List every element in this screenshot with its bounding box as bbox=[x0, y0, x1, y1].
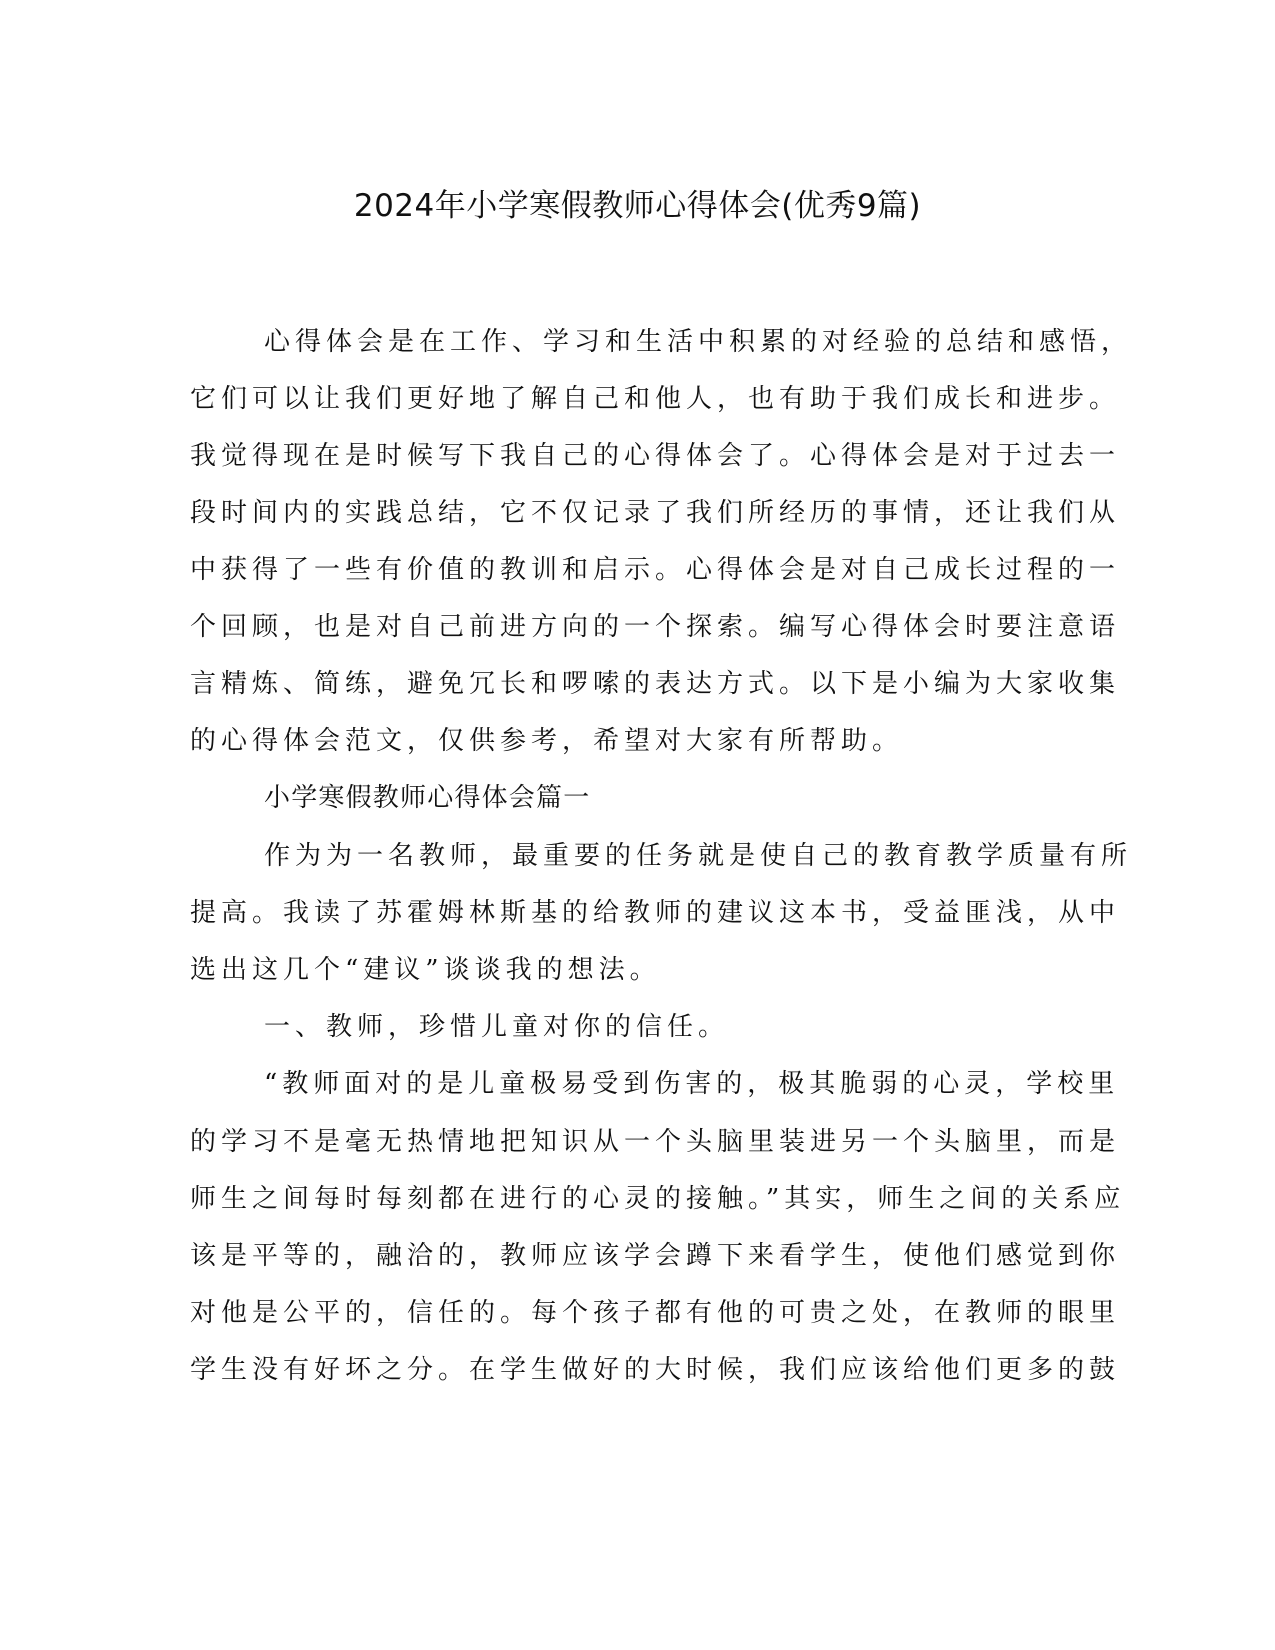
paragraph-line: 的学习不是毫无热情地把知识从一个头脑里装进另一个头脑里，而是 bbox=[190, 1127, 1121, 1157]
paragraph-line: 它们可以让我们更好地了解自己和他人，也有助于我们成长和进步。 bbox=[190, 384, 1121, 414]
paragraph-line: 中获得了一些有价值的教训和启示。心得体会是对自己成长过程的一 bbox=[190, 555, 1121, 585]
paragraph-line: 的心得体会范文，仅供参考，希望对大家有所帮助。 bbox=[190, 726, 904, 756]
paragraph-line: 段时间内的实践总结，它不仅记录了我们所经历的事情，还让我们从 bbox=[190, 498, 1121, 528]
paragraph-line: 师生之间每时每刻都在进行的心灵的接触。”其实，师生之间的关系应 bbox=[190, 1184, 1126, 1214]
paragraph-line: 学生没有好坏之分。在学生做好的大时候，我们应该给他们更多的鼓 bbox=[190, 1355, 1121, 1385]
document-title: 2024年小学寒假教师心得体会(优秀9篇) bbox=[353, 188, 922, 224]
paragraph-line: “教师面对的是儿童极易受到伤害的，极其脆弱的心灵，学校里 bbox=[264, 1069, 1120, 1099]
paragraph-line: 作为为一名教师，最重要的任务就是使自己的教育教学质量有所 bbox=[264, 841, 1133, 871]
subheading-line: 一、教师，珍惜儿童对你的信任。 bbox=[264, 1012, 730, 1042]
section-heading: 小学寒假教师心得体会篇一 bbox=[264, 783, 591, 813]
paragraph-line: 对他是公平的，信任的。每个孩子都有他的可贵之处，在教师的眼里 bbox=[190, 1298, 1121, 1328]
paragraph-line: 该是平等的，融洽的，教师应该学会蹲下来看学生，使他们感觉到你 bbox=[190, 1241, 1121, 1271]
paragraph-line: 我觉得现在是时候写下我自己的心得体会了。心得体会是对于过去一 bbox=[190, 441, 1121, 471]
paragraph-line: 选出这几个“建议”谈谈我的想法。 bbox=[190, 955, 661, 985]
paragraph-line: 心得体会是在工作、学习和生活中积累的对经验的总结和感悟， bbox=[264, 327, 1133, 357]
paragraph-line: 提高。我读了苏霍姆林斯基的给教师的建议这本书，受益匪浅，从中 bbox=[190, 898, 1121, 928]
paragraph-line: 个回顾，也是对自己前进方向的一个探索。编写心得体会时要注意语 bbox=[190, 612, 1121, 642]
paragraph-line: 言精炼、简练，避免冗长和啰嗦的表达方式。以下是小编为大家收集 bbox=[190, 669, 1121, 699]
